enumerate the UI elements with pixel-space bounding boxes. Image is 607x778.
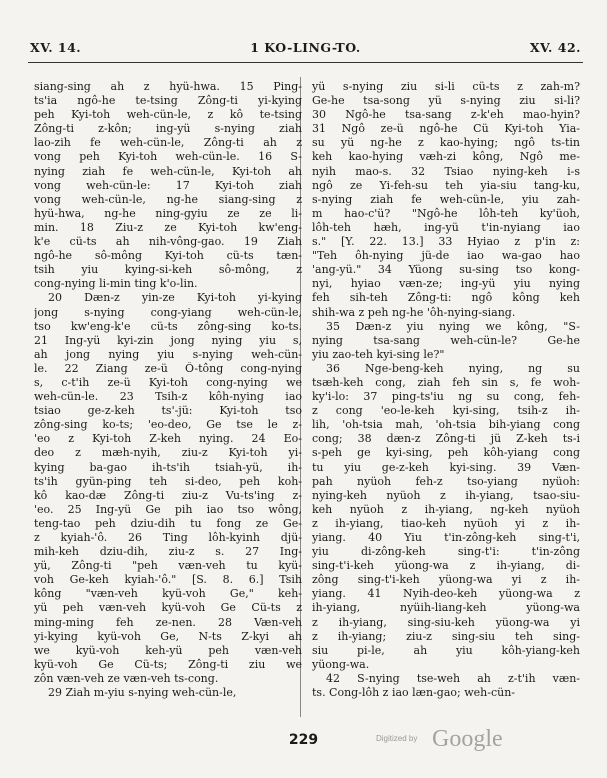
right-column-line: lih, 'oh-tsia mah, 'oh-tsia bih-yiang cong bbox=[312, 418, 580, 432]
right-column-line: yiu zao-teh kyi-sing le?" bbox=[312, 347, 445, 361]
right-column-line: nyih mao-s. 32 Tsiao nying-keh i-s bbox=[312, 164, 580, 178]
right-column-line: ih-yiang, nyüih-liang-keh yüong-wa bbox=[312, 601, 580, 615]
left-column-line: lao-zih fe weh-cün-le, Zông-ti ah z bbox=[34, 136, 302, 150]
right-column-line: 30 Ngô-he tsa-sang z-k'eh mao-hyin? bbox=[312, 108, 580, 122]
left-column-line: 29 Ziah m-yiu s-nying weh-cün-le, bbox=[48, 686, 237, 700]
left-column-line: ah jong nying yiu s-nying weh-cün- bbox=[34, 347, 302, 361]
left-column-line: siang-sing ah z hyü-hwa. 15 Ping- bbox=[34, 80, 302, 93]
left-column-line: kyü-voh Ge Cü-ts; Zông-ti ziu we bbox=[34, 657, 302, 671]
right-column-line: "Teh ôh-nying jü-de iao wa-gao hao bbox=[312, 249, 580, 263]
left-column-line: tsih yiu kying-si-keh sô-mông, z bbox=[34, 263, 302, 277]
right-column-line: ngô ze Yi-feh-su teh yia-siu tang-ku, bbox=[312, 178, 580, 192]
right-column-line: tu yiu ge-z-keh kyi-sing. 39 Væn- bbox=[312, 460, 580, 474]
left-column-line: z kyiah-'ô. 26 Ting lôh-kyinh djü- bbox=[34, 531, 302, 544]
running-header bbox=[30, 40, 581, 62]
left-column-line: ngô-he sô-mông Kyi-toh cü-ts tæn- bbox=[34, 249, 302, 263]
left-column-line: 'eo. 25 Ing-yü Ge pih iao tso wông, bbox=[34, 502, 302, 516]
right-column-line: 'ang-yü." 34 Yüong su-sing tso kong- bbox=[312, 263, 580, 277]
left-column-line: 21 Ing-yü kyi-zin jong nying yiu s, bbox=[34, 333, 302, 347]
right-column-line: ts. Cong-lôh z iao læn-gao; weh-cün- bbox=[312, 686, 516, 700]
right-column-line: m hao-c'ü? "Ngô-he lôh-teh ky'üoh, bbox=[312, 206, 580, 220]
right-column-line: cong; 38 dæn-z Zông-ti jü Z-keh ts-i bbox=[312, 432, 580, 446]
right-column-line: 42 S-nying tse-weh ah z-t'ih væn- bbox=[326, 671, 580, 685]
right-column-line: keh kao-hying væh-zi kông, Ngô me- bbox=[312, 150, 580, 164]
right-column-line: s-nying ziah fe weh-cün-le, yiu zah- bbox=[312, 192, 580, 206]
header-right-ref: XV. 42. bbox=[529, 40, 581, 55]
left-column-line: Zông-ti z-kôn; ing-yü s-nying ziah bbox=[34, 122, 302, 136]
left-column-line: teng-tao peh dziu-dih tu fong ze Ge- bbox=[34, 516, 302, 530]
left-column-line: zôn væn-veh ze væn-veh ts-cong. bbox=[34, 671, 219, 685]
right-column-line: shih-wa z peh ng-he 'ôh-nying-siang. bbox=[312, 305, 516, 319]
digitized-by-label: Digitized by bbox=[376, 734, 418, 743]
left-column-line: kô kao-dæ Zông-ti ziu-z Vu-ts'ing z- bbox=[34, 488, 302, 502]
right-column-line: ky'i-lo: 37 ping-ts'iu ng su cong, feh- bbox=[312, 390, 580, 404]
right-column-line: z cong 'eo-le-keh kyi-sing, tsih-z ih- bbox=[312, 404, 580, 418]
right-column-line: Ge-he tsa-song yü s-nying ziu si-li? bbox=[312, 94, 580, 108]
right-column-line: 31 Ngô ze-ü ngô-he Cü Kyi-toh Yia- bbox=[312, 122, 580, 136]
left-column-line: 'eo z Kyi-toh Z-keh nying. 24 Eo- bbox=[34, 432, 302, 446]
right-column-line: z ih-yiang, sing-siu-keh yüong-wa yi bbox=[312, 615, 580, 629]
right-column-line: sing-t'i-keh yüong-wa z ih-yiang, di- bbox=[312, 559, 580, 573]
right-column-line: pah nyüoh feh-z tso-yiang nyüoh: bbox=[312, 474, 580, 488]
left-column-line: cong-nying li-min ting k'o-lin. bbox=[34, 277, 198, 291]
right-column-line: z ih-yiang; ziu-z sing-siu teh sing- bbox=[312, 629, 580, 643]
right-column-line: yiang. 41 Nyih-deo-keh yüong-wa z bbox=[312, 587, 580, 601]
right-column-line: s." [Y. 22. 13.] 33 Hyiao z p'in z: bbox=[312, 235, 580, 249]
left-column-line: peh Kyi-toh weh-cün-le, z kô te-tsing bbox=[34, 108, 302, 122]
left-column-line: ts'ih gyün-ping teh si-deo, peh koh- bbox=[34, 474, 302, 488]
right-column-line: z ih-yiang, tiao-keh nyüoh yi z ih- bbox=[312, 516, 580, 530]
left-column-line: min. 18 Ziu-z ze Kyi-toh kw'eng- bbox=[34, 220, 302, 234]
right-column-line: nying-keh nyüoh z ih-yiang, tsao-siu- bbox=[312, 488, 580, 502]
left-column-line: tso kw'eng-k'e cü-ts zông-sing ko-ts. bbox=[34, 319, 302, 333]
left-column-line: tsiao ge-z-keh ts'-jü: Kyi-toh tso bbox=[34, 404, 302, 418]
right-column-line: lôh-teh hæh, ing-yü t'in-nyiang iao bbox=[312, 220, 580, 234]
left-column-line: hyü-hwa, ng-he ning-gyiu ze ze li- bbox=[34, 206, 302, 220]
left-column-line: mih-keh dziu-dih, ziu-z s. 27 Ing- bbox=[34, 545, 302, 559]
header-book-title: 1 KO-LING-TO. bbox=[250, 40, 361, 55]
left-column-line: ming-ming feh ze-nen. 28 Væn-veh bbox=[34, 615, 302, 629]
google-logo: Google bbox=[432, 726, 503, 752]
right-column-line: 35 Dæn-z yiu nying we kông, "S- bbox=[326, 319, 580, 333]
left-column-line: jong s-nying cong-yiang weh-cün-le, bbox=[34, 305, 302, 319]
left-column-line: 20 Dæn-z yin-ze Kyi-toh yi-kying bbox=[48, 291, 302, 305]
left-column-line: vong weh-cün-le: 17 Kyi-toh ziah bbox=[34, 178, 302, 192]
page-number: 229 bbox=[288, 732, 319, 748]
left-column-line: weh-cün-le. 23 Tsih-z kôh-nying iao bbox=[34, 390, 302, 404]
header-left-ref: XV. 14. bbox=[30, 40, 82, 55]
left-column-line: yi-kying kyü-voh Ge, N-ts Z-kyi ah bbox=[34, 629, 302, 643]
right-column-line: s-peh ge kyi-sing, peh kôh-yiang cong bbox=[312, 446, 580, 460]
right-column-line: yiu di-zông-keh sing-t'i: t'in-zông bbox=[312, 545, 580, 559]
left-column-line: kông "væn-veh kyü-voh Ge," keh- bbox=[34, 587, 302, 601]
left-column-line: zông-sing ko-ts; 'eo-deo, Ge tse le z- bbox=[34, 418, 302, 432]
left-column-line: yü peh væn-veh kyü-voh Ge Cü-ts z bbox=[34, 601, 302, 615]
left-column-line: we kyü-voh keh-yü peh væn-veh bbox=[34, 643, 302, 657]
right-column-line: nyi, hyiao væn-ze; ing-yü yiu nying bbox=[312, 277, 580, 291]
left-column bbox=[34, 80, 302, 700]
right-column bbox=[312, 80, 580, 700]
left-column-line: s, c-t'ih ze-ü Kyi-toh cong-nying we bbox=[34, 375, 302, 389]
left-column-line: ts'ia ngô-he te-tsing Zông-ti yi-kying bbox=[34, 94, 302, 108]
right-column-line: yü s-nying ziu si-li cü-ts z zah-m? bbox=[312, 80, 580, 93]
right-column-line: tsæh-keh cong, ziah feh sin s, fe woh- bbox=[312, 375, 580, 389]
left-column-line: kying ba-gao ih-ts'ih tsiah-yü, ih- bbox=[34, 460, 302, 474]
left-column-line: k'e cü-ts ah nih-vông-gao. 19 Ziah bbox=[34, 235, 302, 249]
left-column-line: yü, Zông-ti "peh væn-veh tu kyü- bbox=[34, 559, 302, 573]
right-column-line: nying tsa-sang weh-cün-le? Ge-he bbox=[312, 333, 580, 347]
left-column-line: vong weh-cün-le, ng-he siang-sing z bbox=[34, 192, 302, 206]
right-column-line: yüong-wa. bbox=[312, 657, 370, 671]
right-column-line: yiang. 40 Yiu t'in-zông-keh sing-t'i, bbox=[312, 531, 580, 544]
left-column-line: nying ziah fe weh-cün-le, Kyi-toh ah bbox=[34, 164, 302, 178]
right-column-line: 36 Nge-beng-keh nying, ng su bbox=[326, 361, 580, 375]
left-column-line: voh Ge-keh kyiah-'ô." [S. 8. 6.] Tsih bbox=[34, 573, 302, 587]
right-column-line: keh nyüoh z ih-yiang, ng-keh nyüoh bbox=[312, 502, 580, 516]
header-rule bbox=[28, 62, 583, 63]
right-column-line: zông sing-t'i-keh yüong-wa yi z ih- bbox=[312, 573, 580, 587]
left-column-line: deo z mæh-nyih, ziu-z Kyi-toh yi- bbox=[34, 446, 302, 460]
right-column-line: siu pi-le, ah yiu kôh-yiang-keh bbox=[312, 643, 580, 657]
right-column-line: su yü ng-he z kao-hying; ngô ts-tin bbox=[312, 136, 580, 150]
right-column-line: feh sih-teh Zông-ti: ngô kông keh bbox=[312, 291, 580, 305]
left-column-line: vong peh Kyi-toh weh-cün-le. 16 S- bbox=[34, 150, 302, 164]
left-column-line: le. 22 Ziang ze-ü Ô-tông cong-nying bbox=[34, 361, 302, 375]
